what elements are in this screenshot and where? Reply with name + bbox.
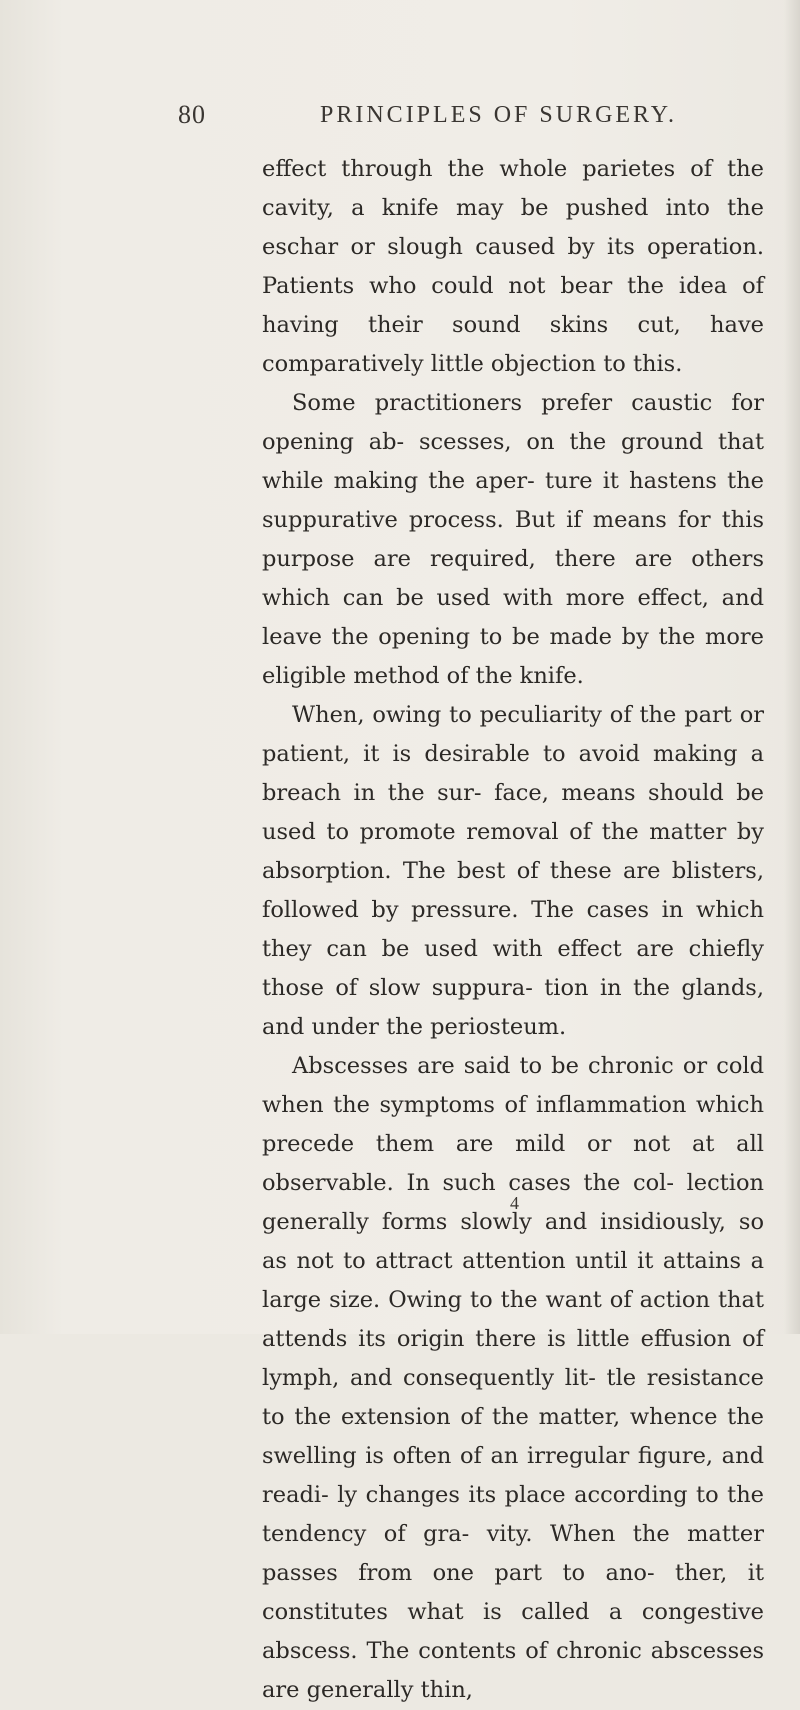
signature-mark: 4 xyxy=(510,1193,519,1213)
paragraph-2: Some practitioners prefer caustic for opening ab- scesses, on the ground that while making the aper- ture it hastens the suppurative process. But if means for this purpose are required, there are others which can be used with more effect, and leave the opening to be made by the more eligible method of the knife. xyxy=(262,390,764,689)
page-edge-shadow xyxy=(784,0,800,1334)
paragraph-4: Abscesses are said to be chronic or cold when the symptoms of inflammation which precede them are mild or not at all observable. In such cases the col- lection generally forms slowly and insidiously, so as not to attract attention until it attains a large size. Owing to the want of action that attends its origin there is little effusion of lymph, and consequently lit- tle resistance to the extension of the matter, whence the swelling is often of an irregular figure, and readi- ly changes its place according to the tendency of gra- vity. When the matter passes from one part to ano- ther, it constitutes what is called a congestive abscess. The contents of chronic abscesses are generally thin, xyxy=(262,1053,764,1703)
page-header xyxy=(178,100,738,136)
paragraph-1: effect through the whole parietes of the cavity, a knife may be pushed into the eschar or slough caused by its operation. Patients who could not bear the idea of having their sound skins cut, have comparatively little objection to this. xyxy=(262,156,764,377)
body-text xyxy=(262,150,764,1710)
paragraph-3: When, owing to peculiarity of the part or patient, it is desirable to avoid making a breach in the sur- face, means should be used to promote removal of the matter by absorption. The best of these are blisters, followed by pressure. The cases in which they can be used with effect are chiefly those of slow suppura- tion in the glands, and under the periosteum. xyxy=(262,702,764,1040)
running-head: PRINCIPLES OF SURGERY. xyxy=(320,102,677,128)
page-number: 80 xyxy=(178,100,206,129)
